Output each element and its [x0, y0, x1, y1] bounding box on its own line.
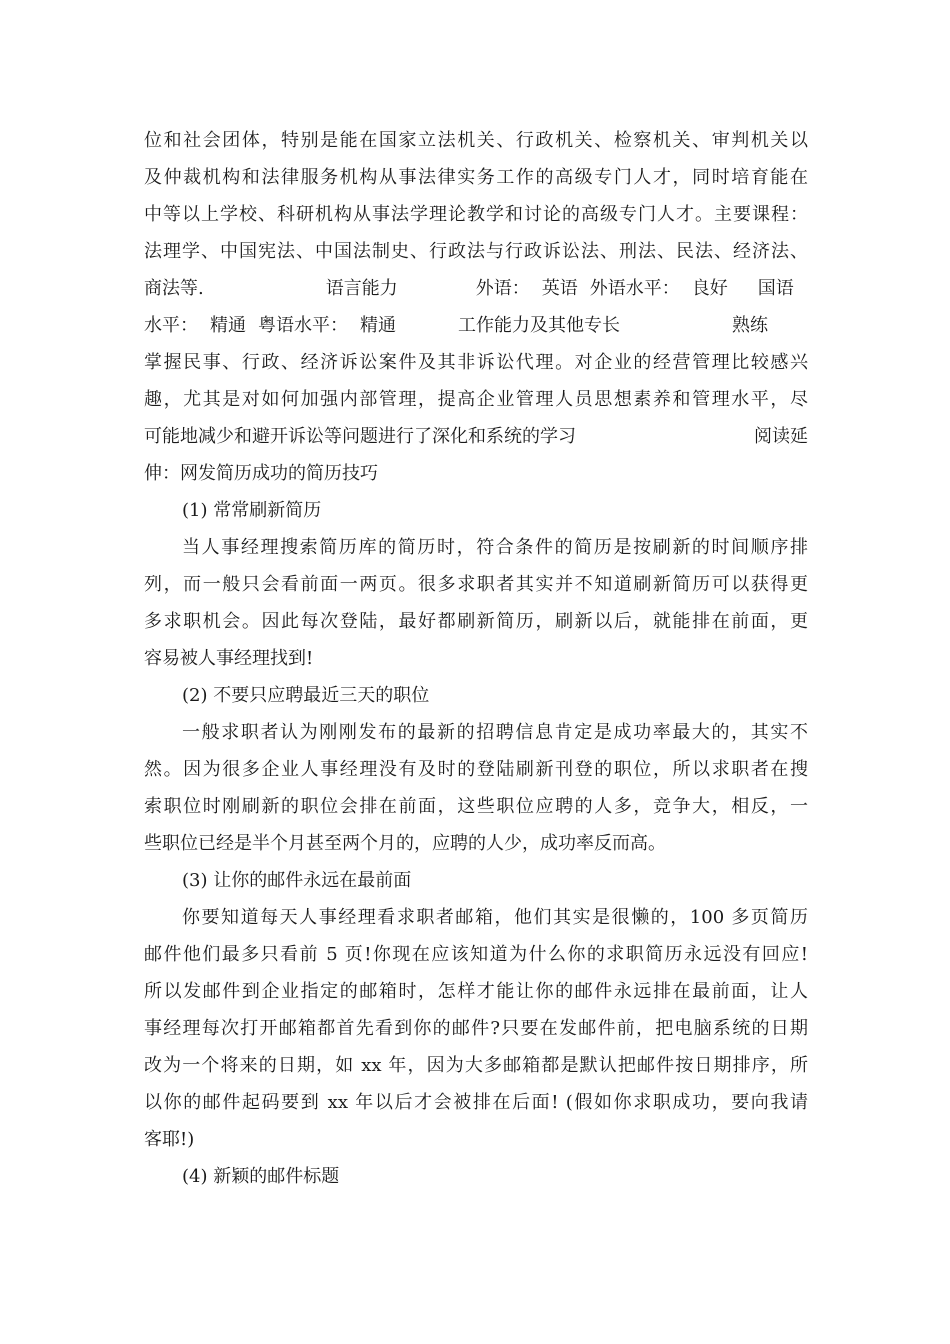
text-line: 容易被人事经理找到!: [144, 648, 314, 669]
language-ability-label: 语言能力: [325, 278, 398, 299]
foreign-language-value: 英语: [541, 278, 578, 299]
text-line: 多求职机会。因此每次登陆，最好都刷新简历，刷新以后，就能排在前面，更: [144, 611, 808, 632]
section-heading: (1) 常常刷新简历: [182, 500, 322, 521]
document-page: [144, 122, 808, 1195]
foreign-level-value: 良好: [691, 278, 728, 299]
text-line: 所以发邮件到企业指定的邮箱时，怎样才能让你的邮件永远排在最前面，让人: [144, 981, 808, 1002]
text-line: 当人事经理搜索简历库的简历时，符合条件的简历是按刷新的时间顺序排: [182, 537, 808, 558]
foreign-language-label: 外语：: [475, 278, 530, 299]
text-line: 及仲裁机构和法律服务机构从事法律实务工作的高级专门人才，同时培育能在: [144, 167, 808, 188]
text-line: 中等以上学校、科研机构从事法学理论教学和讨论的高级专门人才。主要课程：: [144, 204, 808, 225]
text-line: 伸：网发简历成功的简历技巧: [144, 463, 378, 484]
text-line: 列，而一般只会看前面一两页。很多求职者其实并不知道刷新简历可以获得更: [144, 574, 808, 595]
skills-start: 熟练: [732, 315, 768, 336]
text-line: 掌握民事、行政、经济诉讼案件及其非诉讼代理。对企业的经营管理比较感兴: [144, 352, 808, 373]
text-line: 客耶!): [144, 1129, 195, 1150]
text-line: 改为一个将来的日期，如 xx 年，因为大多邮箱都是默认把邮件按日期排序，所: [144, 1055, 808, 1076]
major-tail: 商法等.: [144, 278, 204, 299]
text-line: 然。因为很多企业人事经理没有及时的登陆刷新刊登的职位，所以求职者在搜: [144, 759, 808, 780]
resume-field-line: [144, 270, 808, 307]
cantonese-label: 粤语水平：: [258, 315, 348, 336]
section-heading: (2) 不要只应聘最近三天的职位: [182, 685, 430, 706]
resume-field-line: [144, 307, 808, 344]
text-line: 事经理每次打开邮箱都首先看到你的邮件?只要在发邮件前，把电脑系统的日期: [144, 1018, 808, 1039]
text-line: 趣，尤其是对如何加强内部管理，提高企业管理人员思想素养和管理水平，尽: [144, 389, 808, 410]
skills-line-end: 可能地减少和避开诉讼等问题进行了深化和系统的学习: [144, 426, 576, 447]
mandarin-label-start: 国语: [757, 278, 794, 299]
work-ability-label: 工作能力及其他专长: [458, 315, 620, 336]
mandarin-value: 精通: [210, 315, 246, 336]
text-line: 以你的邮件起码要到 xx 年以后才会被排在后面! (假如你求职成功，要向我请: [144, 1092, 808, 1113]
text-line: 索职位时刚刷新的职位会排在前面，这些职位应聘的人多，竞争大，相反，一: [144, 796, 808, 817]
text-line: 邮件他们最多只看前 5 页!你现在应该知道为什么你的求职简历永远没有回应!: [144, 944, 808, 965]
section-heading: (3) 让你的邮件永远在最前面: [182, 870, 412, 891]
text-line: 你要知道每天人事经理看求职者邮箱，他们其实是很懒的，100 多页简历: [182, 907, 808, 928]
read-more-start: 阅读延: [754, 426, 808, 447]
foreign-level-label: 外语水平：: [589, 278, 680, 299]
section-heading: (4) 新颖的邮件标题: [182, 1166, 340, 1187]
mandarin-label-end: 水平：: [144, 315, 198, 336]
text-line: [144, 418, 808, 455]
text-line: 法理学、中国宪法、中国法制史、行政法与行政诉讼法、刑法、民法、经济法、: [144, 241, 808, 262]
text-line: 一般求职者认为刚刚发布的最新的招聘信息肯定是成功率最大的，其实不: [182, 722, 808, 743]
text-line: 位和社会团体，特别是能在国家立法机关、行政机关、检察机关、审判机关以: [144, 130, 808, 151]
text-line: 些职位已经是半个月甚至两个月的，应聘的人少，成功率反而高。: [144, 833, 666, 854]
cantonese-value: 精通: [360, 315, 396, 336]
